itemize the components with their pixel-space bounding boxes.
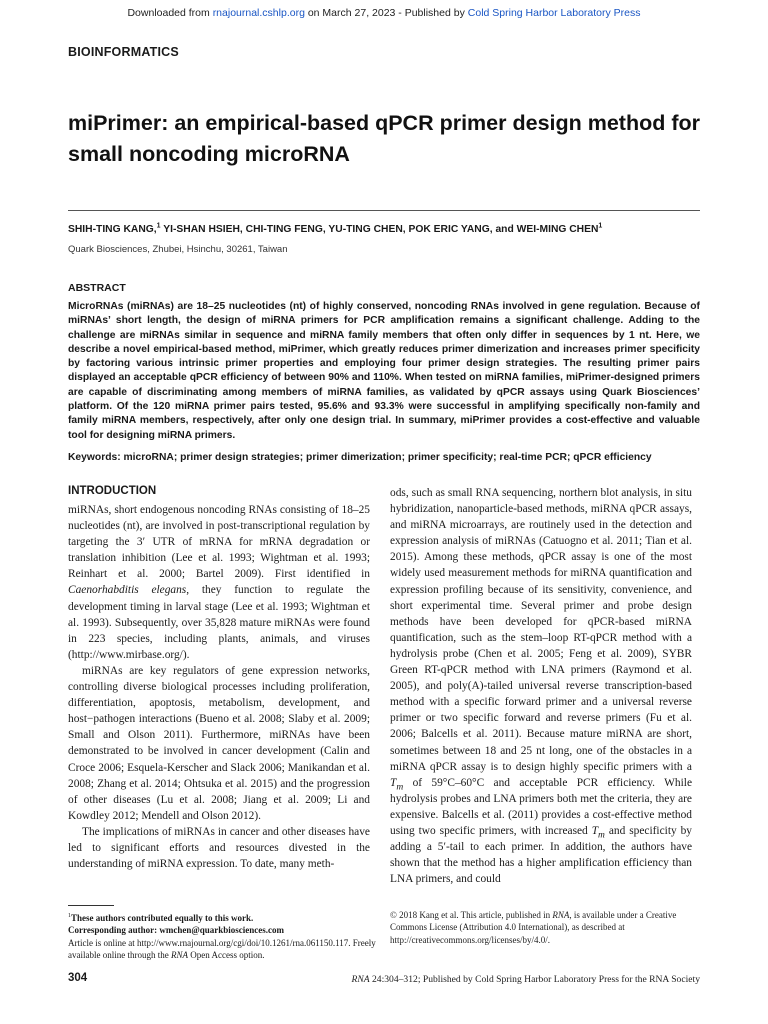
- footer-citation: 24:304–312; Published by Cold Spring Harbor Laboratory Press for the RNA Society: [369, 974, 700, 985]
- tm-symbol: [390, 776, 404, 792]
- equal-contribution-text: These authors contributed equally to this work.: [71, 913, 254, 923]
- affiliation: Quark Biosciences, Zhubei, Hsinchu, 30261, Taiwan: [68, 244, 288, 255]
- intro-paragraph-2: miRNAs are key regulators of gene expression networks, controlling diverse biological processes including proliferation, differentiation, apoptosis, metabolism, development, and host−pathogen interactions (Bueno et al. 2008; Slaby et al. 2009; Small and Olson 2011). Furthermore, miRNAs have been demonstrated to be involved in cancer development (Calin and Croce 2006; Esquela-Kerscher and Slack 2006; Manikandan et al. 2008; Zhang et al. 2014; Ohtsuka et al. 2015) and the progression of other diseases (Lu et al. 2008; Jiang et al. 2009; Li and Kowdley 2012; Mendell and Olson 2012).: [68, 664, 370, 822]
- abstract-text: MicroRNAs (miRNAs) are 18–25 nucleotides (nt) of highly conserved, noncoding RNAs involved in gene regulation. Because of miRNAs’ short length, the design of miRNA primers for PCR amplification remains a significant challenge. Adding to the challenge are miRNAs similar in sequence and miRNA family members that often only differ in sequences by 1 nt. Here, we describe a novel empirical-based method, miPrimer, which greatly reduces primer dimerization and increases primer specificity by factoring various intrinsic primer properties and employing four primer design strategies. The resulting primer pairs displayed an acceptable qPCR efficiency of between 90% and 110%. When tested on miRNA families, miPrimer-designed primers are capable of discriminating among members of miRNA families, as validated by qPCR assays using Quark Biosciences’ platform. Of the 120 miRNA primer pairs tested, 95.6% and 93.3% were successful in amplifying specifically non-family and family miRNA members, respectively, after only one design trial. In summary, miPrimer provides a cost-effective and valuable tool for designing miRNA primers.: [68, 301, 700, 441]
- journal-name: RNA: [170, 949, 188, 960]
- footer-journal-name: RNA: [351, 974, 370, 985]
- first-author: SHIH-TING KANG,: [68, 224, 157, 235]
- other-authors: YI-SHAN HSIEH, CHI-TING FENG, YU-TING CHEN, POK ERIC YANG, and WEI-MING CHEN: [160, 224, 599, 235]
- intro-p1-text-2: , they function to regulate the development timing in larval stage (Lee et al. 1993; Wightman et al. 1993). Subsequently, over 35,828 mature miRNAs were found in 223 species, including plants, animals, and viruses (http://www.mirbase.org/).: [68, 584, 370, 661]
- intro-cont-text-3: and specificity by adding a 5′-tail to each primer. In addition, the authors have shown that the method has a higher amplification efficiency than LNA primers, and could: [390, 824, 693, 886]
- download-banner: [0, 7, 768, 19]
- license-notice: [390, 909, 698, 946]
- species-name: Caenorhabditis elegans: [68, 584, 187, 597]
- intro-p1-text: miRNAs, short endogenous noncoding RNAs consisting of 18–25 nucleotides (nt), are involved in post-transcriptional regulation by targeting the 3′ UTR of mRNA for mRNA degradation or translation inhibition (Lee et al. 1993; Wightman et al. 1993; Reinhart et al. 2000; Bartel 2009). First identified in: [68, 504, 370, 581]
- left-column: [68, 502, 370, 872]
- right-column: [390, 485, 692, 887]
- page-number: 304: [68, 972, 88, 984]
- intro-cont-text: ods, such as small RNA sequencing, northern blot analysis, in situ hybridization, nanoparticle-based methods, miRNA qPCR assays, and miRNA microarrays, are routinely used in the detection and expression analysis of miRNAs (Catuogno et al. 2011; Tian et al. 2015). Among these methods, qPCR assay is one of the most widely used measurement methods for miRNA quantification and expression profiling because of its sensitivity, convenience, and short experimental time. Several primer and probe design methods have been developed for qPCR-based miRNA quantification, such as the stem–loop RT-qPCR method with a hydrolysis probe (Chen et al. 2005; Feng et al. 2009), SYBR Green RT-qPCR method with LNA primers (Raymond et al. 2005), and poly(A)-tailed universal reverse transcription-based method with a specific forward primer and a universal reverse primer or two specific forward and reverse primers (Fu et al. 2006; Balcells et al. 2011). Because mature miRNA are short, sometimes between 18 and 25 nt long, one of the obstacles in a miRNA qPCR assay is to design highly specific primers with a: [390, 487, 692, 773]
- author-list: [68, 224, 708, 235]
- corresponding-author-note: [68, 924, 376, 936]
- article-title: miPrimer: an empirical-based qPCR primer design method for small noncoding microRNA: [68, 111, 701, 166]
- tm-symbol-2-sub: m: [598, 830, 605, 841]
- introduction-heading: INTRODUCTION: [68, 485, 157, 497]
- intro-cont-text-2: of 59°C–60°C and acceptable PCR efficiency. While hydrolysis probes and LNA primers both met the criteria, they are expensive. Balcells et al. (2011) provides a cost-effective method using two specific primers, with increased: [390, 776, 692, 837]
- tm-symbol-sub: m: [396, 781, 404, 792]
- license-text: © 2018 Kang et al. This article, published in: [390, 910, 553, 920]
- keywords: Keywords: microRNA; primer design strategies; primer dimerization; primer specificity; real-time PCR; qPCR efficiency: [68, 452, 652, 463]
- article-online-text: Article is online at http://www.rnajournal.org/cgi/doi/10.1261/rna.061150.117. Freely available online through the: [68, 937, 376, 960]
- tm-symbol-t: T: [390, 776, 397, 789]
- section-label: BIOINFORMATICS: [68, 45, 179, 59]
- banner-prefix: Downloaded from: [127, 7, 213, 19]
- running-footer: [351, 974, 700, 985]
- footnotes: [68, 912, 376, 961]
- footnote-divider: [68, 905, 114, 906]
- intro-paragraph-continued: [390, 485, 692, 887]
- author-footnote-mark: 1: [156, 222, 161, 230]
- author-footnote-mark-2: 1: [598, 222, 603, 230]
- title-divider: [68, 210, 700, 211]
- publisher-link[interactable]: Cold Spring Harbor Laboratory Press: [467, 7, 641, 19]
- tm-symbol-2: [591, 824, 605, 841]
- license-text-2: , is available under a Creative Commons License (Attribution 4.0 International), as described at http://creativecommons.org/licenses/by/4.0/.: [390, 910, 677, 945]
- article-online-note: [68, 937, 376, 962]
- abstract-heading: ABSTRACT: [68, 282, 126, 294]
- footnote-mark: 1: [68, 913, 71, 919]
- banner-middle: on March 27, 2023 - Published by: [304, 7, 468, 19]
- intro-paragraph-3: The implications of miRNAs in cancer and other diseases have led to significant efforts and resources divested in the understanding of miRNA expression. To date, many meth-: [68, 825, 370, 871]
- license-journal-name: RNA: [552, 910, 570, 920]
- journal-site-link[interactable]: rnajournal.cshlp.org: [212, 7, 305, 19]
- equal-contribution-note: [68, 912, 376, 924]
- corresponding-author-text: Corresponding author: wmchen@quarkbiosciences.com: [68, 925, 284, 936]
- article-online-text-2: Open Access option.: [187, 949, 265, 960]
- tm-symbol-2-t: T: [591, 824, 599, 837]
- intro-paragraph-1: [68, 502, 370, 663]
